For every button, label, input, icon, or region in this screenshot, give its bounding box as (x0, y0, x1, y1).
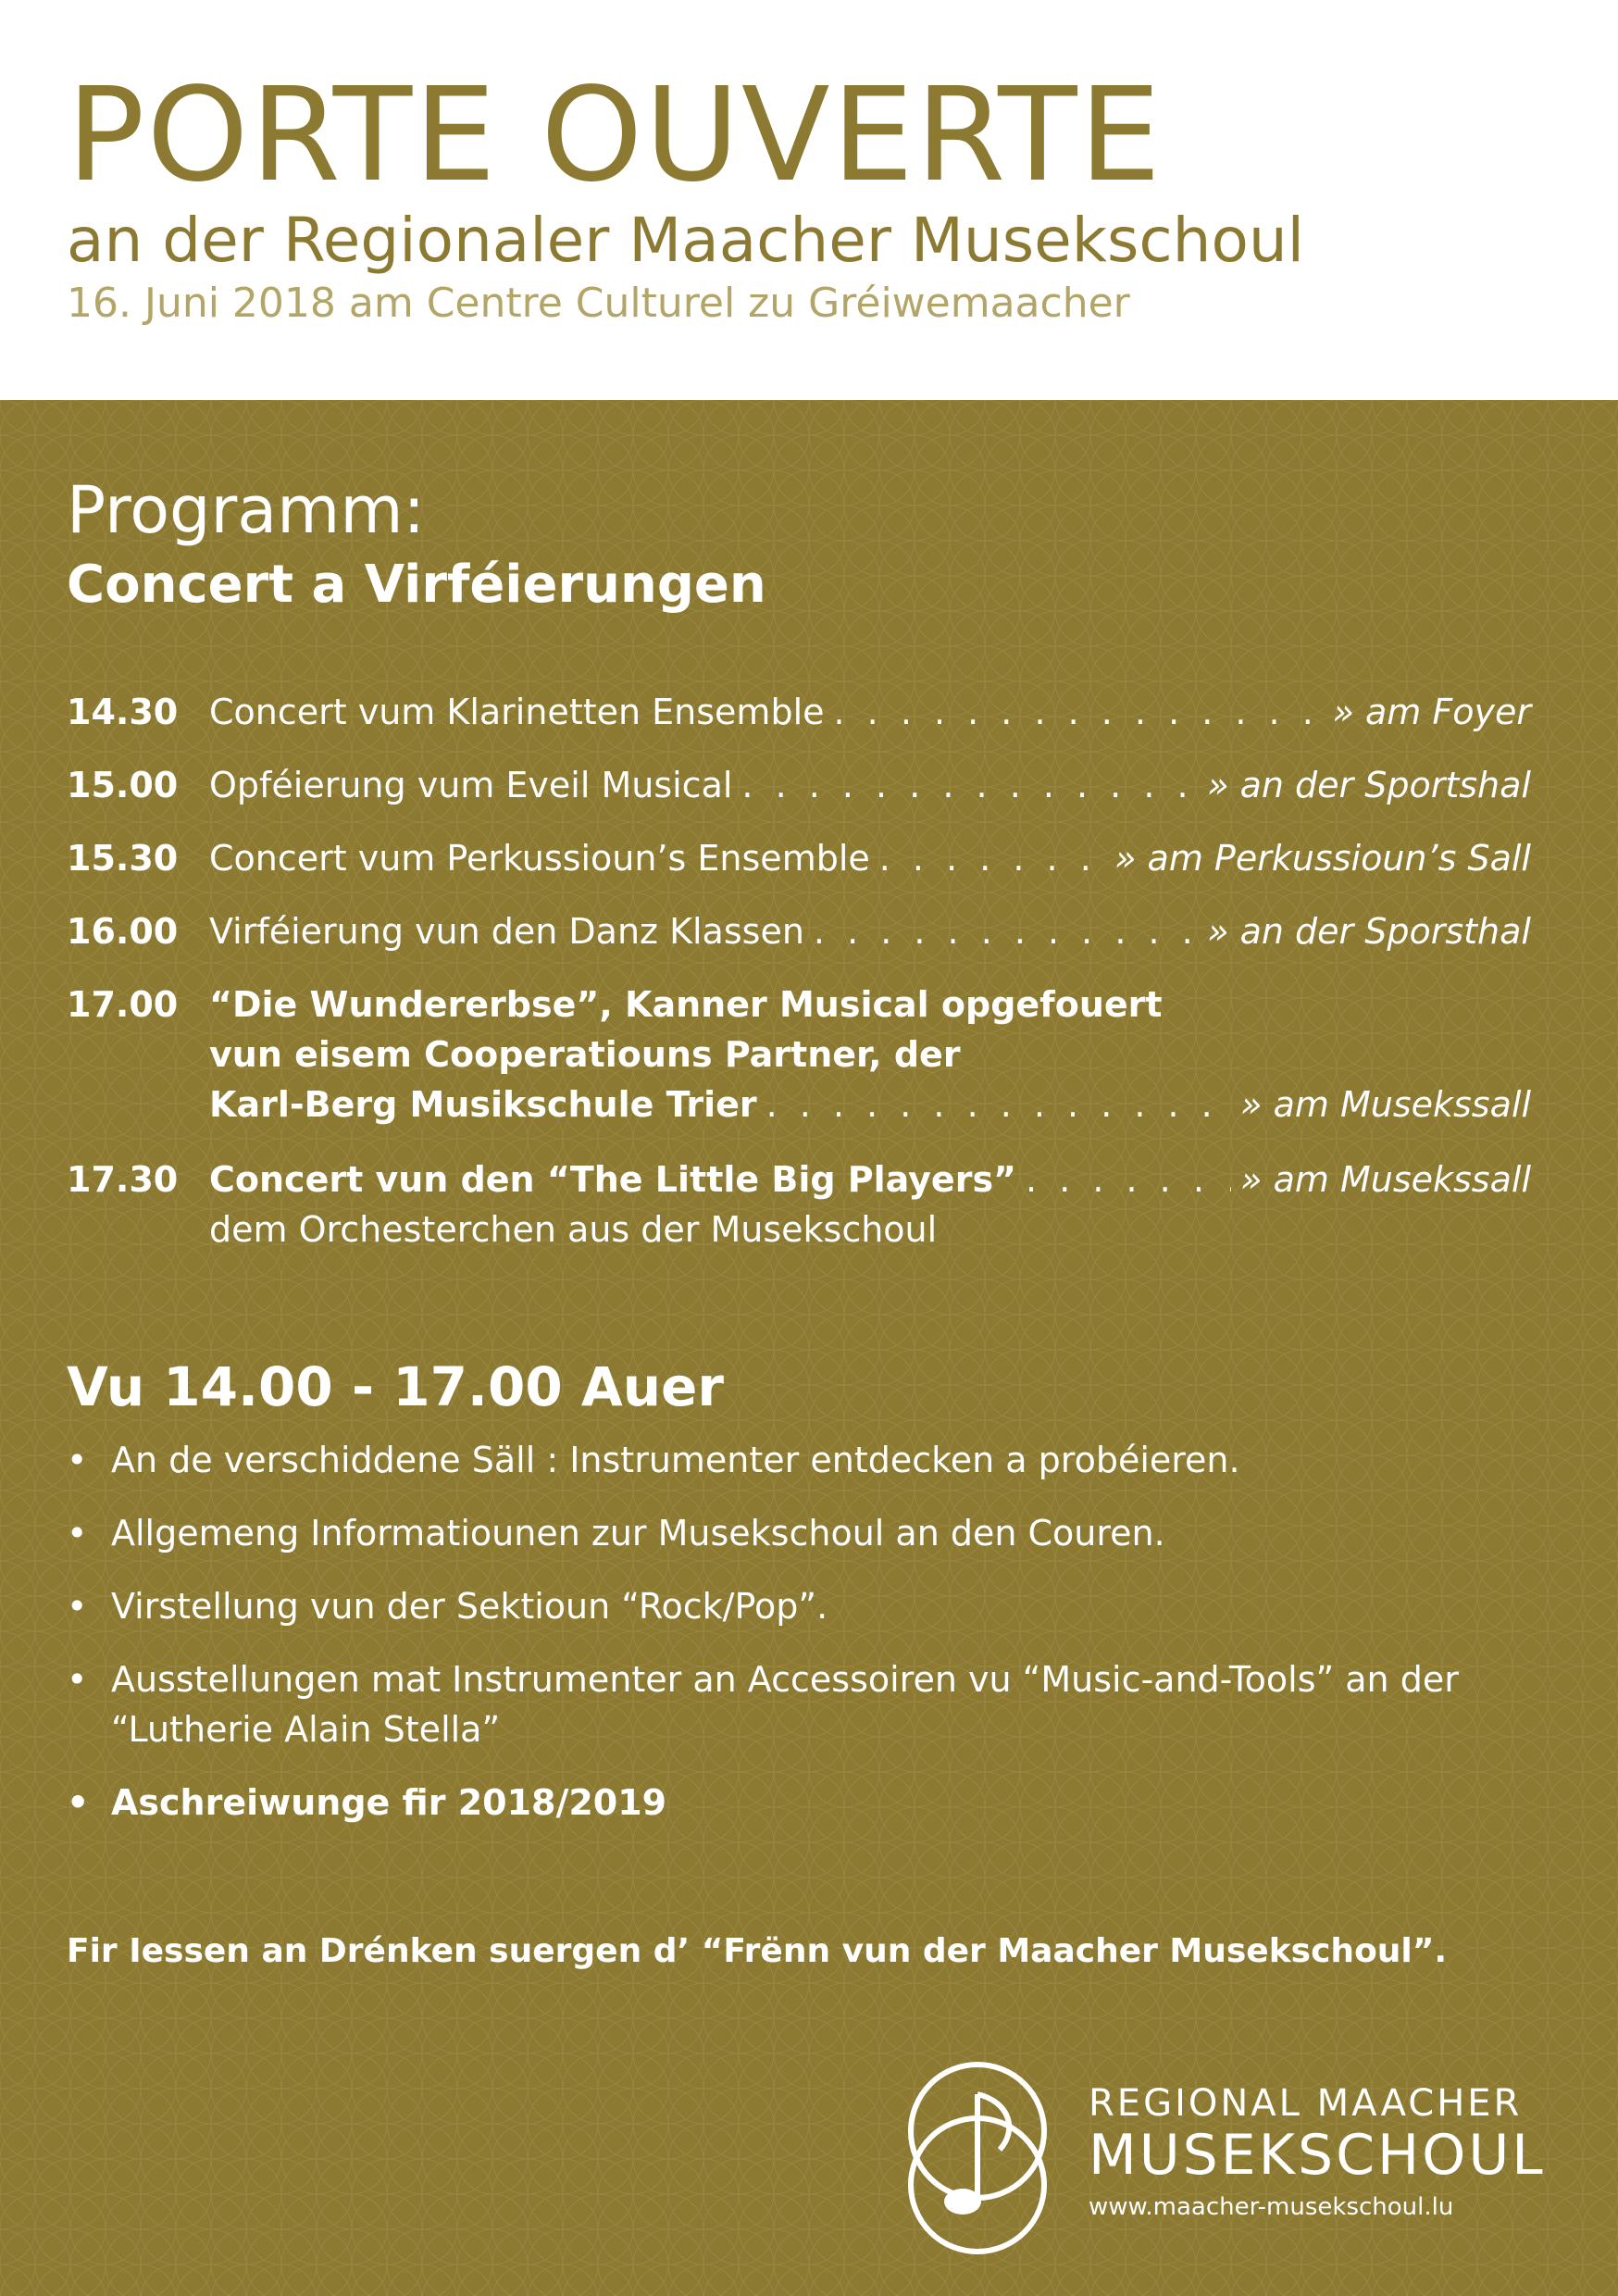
page-subtitle: an der Regionaler Maacher Musekschoul (67, 205, 1305, 276)
bullet: • (67, 1513, 88, 1554)
list-item (67, 1778, 1548, 1828)
schedule-time: 16.00 (67, 911, 179, 952)
activity-text: Virstellung vun der Sektioun “Rock/Pop”. (111, 1586, 828, 1627)
activity-text: Aschreiwunge fir 2018/2019 (111, 1782, 667, 1823)
schedule-description: Concert vun den “The Little Big Players” (209, 1159, 1017, 1200)
programm-subheading: Concert a Virféierungen (67, 555, 766, 615)
closing-note: Fir Iessen an Drénken suergen d’ “Frënn vun der Maacher Musekschoul”. (67, 1932, 1448, 1970)
schedule-description: dem Orchesterchen aus der Musekschoul (209, 1209, 938, 1250)
logo-text-line1: REGIONAL MAACHER (1089, 2082, 1523, 2125)
list-item (67, 1581, 1548, 1631)
dot-leader (741, 760, 1198, 810)
event-date: 16. Juni 2018 am Centre Culturel zu Gréiwemaacher (67, 280, 1130, 327)
program-content (0, 400, 1618, 2296)
schedule-description: “Die Wundererbse”, Kanner Musical opgefouert (209, 984, 1163, 1025)
music-note-logo-icon (907, 2046, 1064, 2259)
dot-leader (1026, 1154, 1231, 1204)
list-item (67, 1508, 1548, 1558)
dot-leader (814, 906, 1198, 956)
programm-heading: Programm: (67, 472, 426, 548)
schedule-description: Concert vum Klarinetten Ensemble (209, 692, 825, 732)
schedule-description: Opféierung vum Eveil Musical (209, 765, 733, 805)
dot-leader (879, 833, 1105, 883)
schedule-time: 17.00 (67, 984, 179, 1025)
list-item (67, 1435, 1548, 1485)
schedule-location: » am Foyer (1332, 692, 1531, 732)
schedule-description: vun eisem Cooperatiouns Partner, der (209, 1034, 961, 1075)
logo-text-line2: MUSEKSCHOUL (1089, 2123, 1546, 2188)
schedule-description: Virféierung vun den Danz Klassen (209, 911, 804, 952)
schedule-time: 17.30 (67, 1159, 179, 1200)
bullet: • (67, 1586, 88, 1627)
page-title: PORTE OUVERTE (67, 60, 1164, 211)
schedule-description: Karl-Berg Musikschule Trier (209, 1084, 757, 1125)
schedule-location: » an der Sportshal (1207, 765, 1531, 805)
school-logo (907, 2046, 1555, 2259)
activities-heading: Vu 14.00 - 17.00 Auer (67, 1355, 724, 1418)
dot-leader (766, 1079, 1231, 1129)
program-panel (0, 400, 1618, 2296)
activity-text: An de verschiddene Säll : Instrumenter entdecken a probéieren. (111, 1440, 1240, 1480)
bullet: • (67, 1782, 90, 1823)
schedule-location: » am Musekssall (1240, 1159, 1531, 1200)
schedule-location: » am Perkussioun’s Sall (1114, 838, 1531, 879)
bullet: • (67, 1659, 88, 1700)
schedule-time: 15.00 (67, 765, 179, 805)
activity-text: Allgemeng Informatiounen zur Musekschoul an den Couren. (111, 1513, 1165, 1554)
dot-leader (834, 687, 1324, 737)
schedule-location: » an der Sporsthal (1207, 911, 1531, 952)
schedule-time: 15.30 (67, 838, 179, 879)
schedule-description: Concert vum Perkussioun’s Ensemble (209, 838, 870, 879)
bullet: • (67, 1440, 88, 1480)
list-item (67, 1654, 1548, 1754)
activity-text: Ausstellungen mat Instrumenter an Accessoiren vu “Music-and-Tools” an der “Lutherie Alain Stella” (111, 1659, 1459, 1750)
schedule-location: » am Musekssall (1240, 1084, 1531, 1125)
header (0, 0, 1618, 400)
website-url[interactable]: www.maacher-musekschoul.lu (1089, 2193, 1454, 2221)
schedule-time: 14.30 (67, 692, 179, 732)
